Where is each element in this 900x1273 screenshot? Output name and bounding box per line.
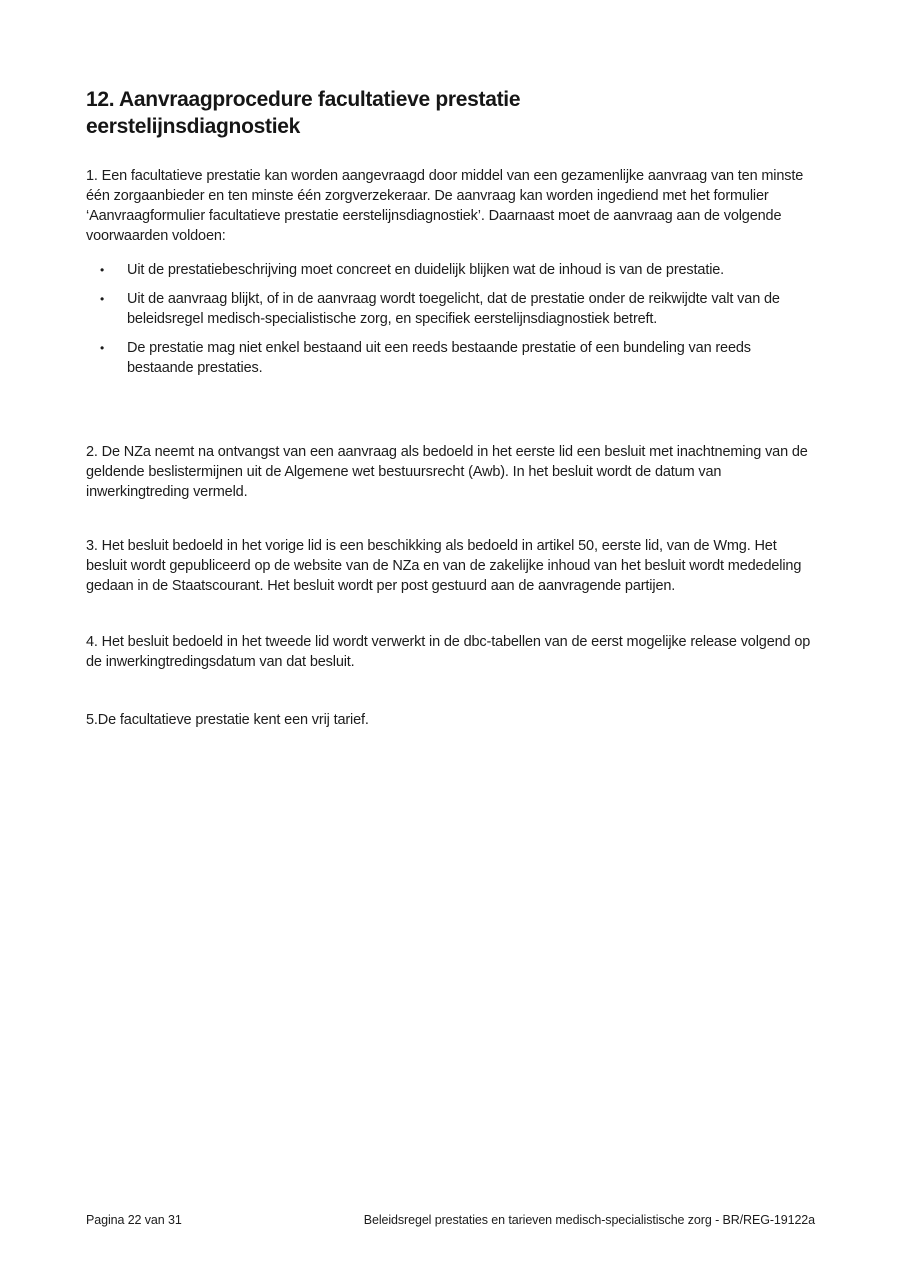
bullet-list (86, 260, 818, 378)
footer-document-reference: Beleidsregel prestaties en tarieven medisch-specialistische zorg - BR/REG-19122a (363, 1213, 815, 1227)
bullet-icon: • (100, 341, 105, 355)
document-content (86, 86, 818, 766)
list-item (86, 260, 818, 280)
paragraph-3: 3. Het besluit bedoeld in het vorige lid is een beschikking als bedoeld in artikel 50, eerste lid, van de Wmg. Het besluit wordt gepubliceerd op de website van de NZa en van de zakelijke inhoud van het besluit wordt mededeling gedaan in de Staatscourant. Het besluit wordt per post gestuurd aan de aanvragende partijen. (86, 538, 802, 594)
bullet-text: De prestatie mag niet enkel bestaand uit een reeds bestaande prestatie of een bundeling van reeds bestaande prestaties. (127, 340, 751, 376)
bullet-text: Uit de aanvraag blijkt, of in de aanvraag wordt toegelicht, dat de prestatie onder de reikwijdte valt van de beleidsregel medisch-specialistische zorg, en specifiek eerstelijnsdiagnostiek betreft. (127, 291, 780, 327)
page-title: 12. Aanvraagprocedure facultatieve prestatie eerstelijnsdiagnostiek (86, 88, 521, 138)
list-item (86, 338, 818, 378)
page-footer (86, 1213, 815, 1227)
paragraph-4: 4. Het besluit bedoeld in het tweede lid wordt verwerkt in de dbc-tabellen van de eerst mogelijke release volgend op de inwerkingtredingsdatum van dat besluit. (86, 634, 811, 670)
list-item (86, 289, 818, 329)
bullet-icon: • (100, 292, 105, 306)
footer-page-number: Pagina 22 van 31 (86, 1213, 182, 1227)
paragraph-1: 1. Een facultatieve prestatie kan worden aangevraagd door middel van een gezamenlijke aanvraag van ten minste één zorgaanbieder en ten minste één zorgverzekeraar. De aanvraag kan worden ingediend met het formulier ‘Aanvraagformulier facultatieve prestatie eerstelijnsdiagnostiek’. Daarnaast moet de aanvraag aan de volgende voorwaarden voldoen: (86, 168, 804, 244)
bullet-text: Uit de prestatiebeschrijving moet concreet en duidelijk blijken wat de inhoud is van de prestatie. (127, 262, 725, 278)
paragraph-2: 2. De NZa neemt na ontvangst van een aanvraag als bedoeld in het eerste lid een besluit met inachtneming van de geldende beslistermijnen uit de Algemene wet bestuursrecht (Awb). In het besluit wordt de datum van inwerkingtreding vermeld. (86, 444, 808, 500)
bullet-icon: • (100, 263, 105, 277)
paragraph-5: 5.De facultatieve prestatie kent een vrij tarief. (86, 712, 369, 728)
